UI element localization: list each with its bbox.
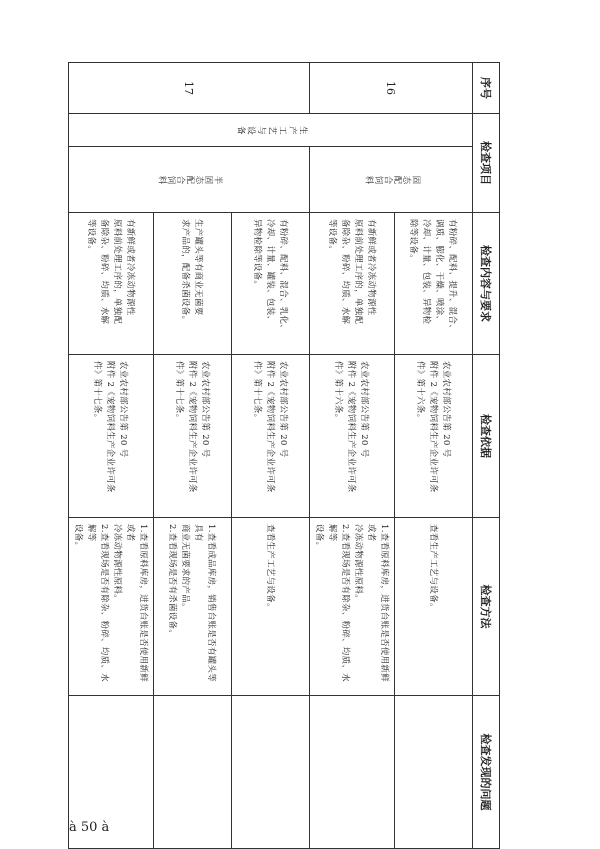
basis-cell: [310, 355, 395, 518]
header-issues: 检查发现的问题: [473, 696, 500, 849]
text-line: 农业农村部公告第 20 号: [119, 361, 130, 458]
row-number: 17: [69, 63, 310, 114]
text-line: 设备。: [315, 524, 325, 551]
header-method: 检查方法: [473, 518, 500, 696]
sub-item-cell: [69, 147, 310, 213]
basis-cell: [395, 355, 473, 518]
text-line: 备除杂、粉碎、均质、水解: [100, 219, 110, 325]
text-line: 件》第十七条。: [175, 361, 185, 423]
text-line: 1.查看成品库房，销售台账是否有罐头等具有: [194, 524, 218, 682]
text-line: 2.查看现场是否有杀菌设备。: [168, 524, 179, 639]
text-line: 有粉碎、配料、混合、乳化、: [279, 219, 289, 334]
text-line: 农业农村部公告第 20 号: [442, 361, 452, 458]
basis-cell: [69, 355, 154, 518]
text-line: 附件 2《宠物饲料生产企业许可条: [106, 361, 117, 493]
table-row: [395, 63, 473, 849]
sub-item-label: 半固态配合饲料: [157, 175, 224, 185]
text-line: 有新鲜或者冷冻动物源性: [367, 219, 377, 316]
issues-cell[interactable]: [232, 696, 310, 849]
rotated-table-container: [74, 62, 500, 848]
content-cell: [395, 213, 473, 355]
text-line: 调质、膨化、干燥、喷涂、: [435, 219, 446, 325]
table-body: [69, 63, 473, 849]
text-line: 农业农村部公告第 20 号: [201, 361, 211, 458]
text-line: 件》第十七条。: [93, 361, 104, 423]
content-cell: [310, 213, 395, 355]
text-line: 1.查看原料库房，进货台账是否使用新鲜或者: [126, 524, 149, 682]
inspection-table: [68, 62, 500, 849]
issues-cell[interactable]: [154, 696, 232, 849]
text-line: 件》第十六条。: [334, 361, 345, 423]
text-line: 有粉碎、配料、提升、混合、: [448, 219, 459, 334]
content-cell: [232, 213, 310, 355]
text-line: 商业无菌要求的产品。: [181, 524, 192, 612]
text-line: 查看生产工艺与设备。: [266, 524, 276, 612]
text-line: 附件 2《宠物饲料生产企业许可条: [188, 361, 198, 493]
row-number: 16: [310, 63, 473, 114]
content-cell: [69, 213, 154, 355]
method-cell: [395, 518, 473, 696]
text-line: 1.查看原料库房，进货台账是否使用新鲜或者: [367, 524, 390, 682]
page-number: à 50 à: [69, 820, 110, 835]
header-row: [473, 63, 500, 849]
issues-cell[interactable]: [310, 696, 395, 849]
sub-item-cell: [310, 147, 473, 213]
table-row: [232, 63, 310, 849]
text-line: 设备。: [74, 524, 84, 551]
category-label: 生产工艺与设备: [235, 125, 309, 136]
sub-item-label: 固态配合饲料: [364, 175, 421, 185]
method-cell: [154, 518, 232, 696]
text-line: 生产罐头等有商业无菌要: [194, 219, 205, 316]
text-line: 冷冻动物源性原料。: [113, 524, 123, 603]
text-line: 附件 2《宠物饲料生产企业许可条: [429, 361, 439, 493]
text-line: 原料前处理工序的，单独配: [113, 219, 123, 325]
text-line: 等设备。: [328, 219, 338, 255]
text-line: 农业农村部公告第 20 号: [279, 361, 289, 458]
method-cell: [310, 518, 395, 696]
header-content: 检查内容与要求: [473, 213, 500, 355]
text-line: 附件 2《宠物饲料生产企业许可条: [266, 361, 276, 493]
text-line: 2.查看现场是否有除杂、粉碎、均质、水解等: [87, 524, 110, 682]
text-line: 件》第十六条。: [416, 361, 426, 423]
basis-cell: [232, 355, 310, 518]
method-cell: [69, 518, 154, 696]
text-line: 2.查看现场是否有除杂、粉碎、均质、水解等: [328, 524, 351, 682]
header-item: 检查项目: [473, 114, 500, 213]
header-basis: 检查依据: [473, 355, 500, 518]
text-line: 冷却、计量、罐装、包装、: [266, 219, 276, 325]
text-line: 附件 2《宠物饲料生产企业许可条: [347, 361, 358, 493]
basis-cell: [154, 355, 232, 518]
category-cell: [69, 114, 473, 147]
text-line: 求产品的，配备杀菌设备。: [181, 219, 192, 325]
text-line: 查看生产工艺与设备。: [429, 524, 439, 612]
content-cell: [154, 213, 232, 355]
text-line: 有新鲜或者冷冻动物源性: [126, 219, 136, 316]
header-no: 序号: [473, 63, 500, 114]
text-line: 冷却、计量、包装、异物检: [422, 219, 433, 325]
text-line: 冷冻动物源性原料。: [354, 524, 364, 603]
text-line: 原料前处理工序的，单独配: [354, 219, 364, 325]
text-line: 异物检除等设备。: [253, 219, 263, 290]
text-line: 等设备。: [87, 219, 97, 255]
method-cell: [232, 518, 310, 696]
text-line: 农业农村部公告第 20 号: [360, 361, 371, 458]
text-line: 备除杂、粉碎、均质、水解: [341, 219, 351, 325]
issues-cell[interactable]: [395, 696, 473, 849]
text-line: 除等设备。: [409, 219, 420, 263]
text-line: 件》第十七条。: [253, 361, 263, 423]
